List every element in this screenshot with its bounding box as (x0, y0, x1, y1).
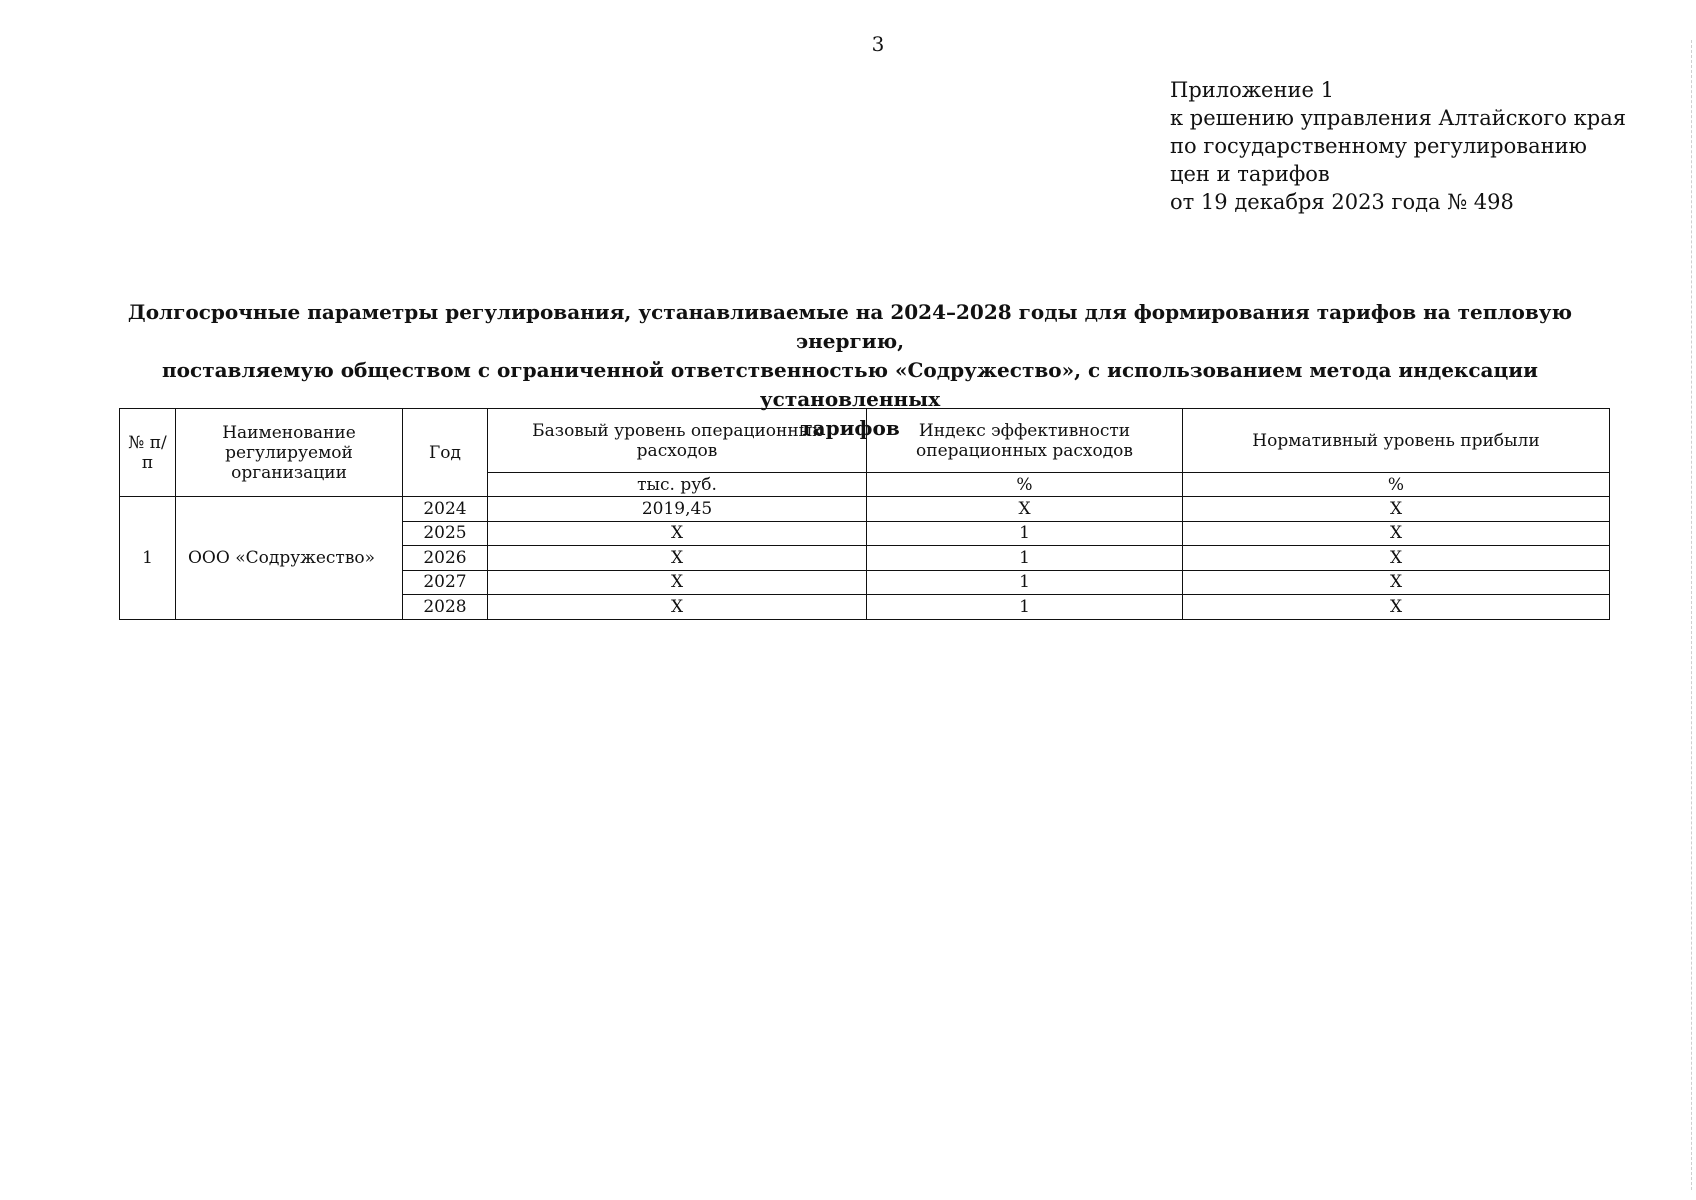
cell-year: 2028 (403, 595, 488, 620)
cell-year: 2027 (403, 570, 488, 595)
appendix-line: к решению управления Алтайского края (1170, 106, 1626, 130)
table-header-row (120, 409, 1610, 473)
header-num: № п/п (120, 409, 176, 497)
regulation-parameters-table (119, 408, 1610, 620)
header-year: Год (403, 409, 488, 497)
cell-base-opex: X (488, 570, 867, 595)
cell-profit-level: X (1183, 546, 1610, 571)
cell-efficiency-index: 1 (867, 546, 1183, 571)
unit-efficiency-index: % (867, 473, 1183, 497)
cell-org: ООО «Содружество» (176, 497, 403, 620)
cell-year: 2025 (403, 521, 488, 546)
cell-base-opex: 2019,45 (488, 497, 867, 522)
cell-profit-level: X (1183, 497, 1610, 522)
appendix-block (1170, 76, 1626, 216)
cell-base-opex: X (488, 546, 867, 571)
header-base-opex: Базовый уровень операционных расходов (488, 409, 867, 473)
cell-efficiency-index: X (867, 497, 1183, 522)
page-number: 3 (871, 32, 885, 56)
scan-edge-line (1691, 40, 1692, 1190)
appendix-line: Приложение 1 (1170, 78, 1334, 102)
title-line: поставляемую обществом с ограниченной ответственностью «Содружество», с использованием метода индексации установленных (162, 358, 1538, 411)
cell-year: 2024 (403, 497, 488, 522)
cell-year: 2026 (403, 546, 488, 571)
appendix-line: по государственному регулированию (1170, 134, 1587, 158)
header-org: Наименование регулируемой организации (176, 409, 403, 497)
unit-profit-level: % (1183, 473, 1610, 497)
table-row (120, 497, 1610, 522)
cell-profit-level: X (1183, 521, 1610, 546)
cell-profit-level: X (1183, 595, 1610, 620)
cell-profit-level: X (1183, 570, 1610, 595)
appendix-line: от 19 декабря 2023 года № 498 (1170, 190, 1514, 214)
header-efficiency-index: Индекс эффективности операционных расходов (867, 409, 1183, 473)
cell-num: 1 (120, 497, 176, 620)
cell-base-opex: X (488, 595, 867, 620)
unit-base-opex: тыс. руб. (488, 473, 867, 497)
header-profit-level: Нормативный уровень прибыли (1183, 409, 1610, 473)
cell-efficiency-index: 1 (867, 521, 1183, 546)
cell-efficiency-index: 1 (867, 570, 1183, 595)
appendix-line: цен и тарифов (1170, 162, 1330, 186)
title-line: тарифов (800, 416, 900, 440)
title-line: Долгосрочные параметры регулирования, устанавливаемые на 2024–2028 годы для формирования тарифов на тепловую энергию, (127, 300, 1573, 353)
cell-base-opex: X (488, 521, 867, 546)
cell-efficiency-index: 1 (867, 595, 1183, 620)
